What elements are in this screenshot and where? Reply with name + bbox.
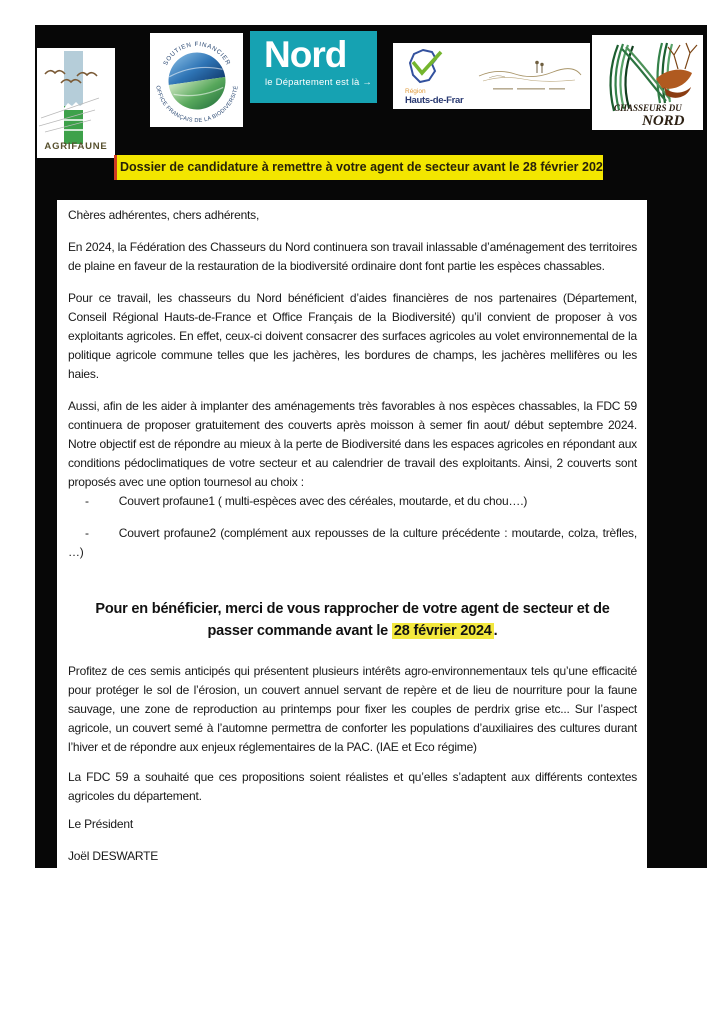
hauts-de-france-map-icon [403, 47, 447, 85]
paragraph-3: Aussi, afin de les aider à implanter des aménagements très favorables à nos espèces chassables, la FDC 59 continuera de proposer gratuitement des couverts après moisson à semer fin aout/ début septembre 2024. Notre objectif est de répondre au mieux à la perte de Biodiversité dans les espaces agricoles en répondant aux conditions pédoclimatiques de votre secteur et au calendrier de travail des exploitants. Ainsi, 2 couverts sont proposés avec une option tournesol au choix : [68, 399, 637, 489]
agrifaune-wordmark: AGRIFAUNE [44, 141, 108, 152]
bullet-text: Couvert profaune1 ( multi-espèces avec des céréales, moutarde, et du chou….) [118, 494, 528, 508]
ofb-arc-top-text: SOUTIEN FINANCIER [162, 40, 232, 67]
paragraph-2: Pour ce travail, les chasseurs du Nord bénéficient d’aides financières de nos partenaires (Département, Conseil Régional Hauts-de-France et Office Français de la Biodiversité) qu’il convient de proposer à vos exploitants agricoles. En effet, ceux-ci doivent consacrer des surfaces agricoles au volet environnemental de la politique agricole commune telles que les jachères, les bordures de champs, les jachères mellifères ou les haies. [68, 291, 637, 381]
chasseurs-du-nord-logo [592, 35, 703, 130]
partners-logo-strip [393, 43, 590, 109]
title-text: Dossier de candidature à remettre à votre agent de secteur avant le 28 février 202 [120, 160, 603, 174]
ofb-seal-art [150, 33, 243, 127]
cta-line2-suffix: . [493, 623, 498, 639]
signoff-role: Le Président [68, 817, 133, 831]
list-item [68, 492, 637, 511]
hdf-name-label: Hauts-de-Frar [405, 94, 464, 106]
cta-line-2 [68, 620, 637, 642]
bullet-dash: - [85, 494, 89, 508]
cta-deadline-highlight: 28 février 2024 [393, 623, 492, 639]
agrifaune-logo [37, 48, 115, 158]
list-item [68, 524, 637, 562]
paragraph-5: La FDC 59 a souhaité que ces propositions soient réalistes et qu’elles s’adaptent aux différents contextes agricoles du département. [68, 770, 637, 803]
cta-heading [68, 598, 637, 642]
nord-tagline: le Département est là → [265, 77, 373, 88]
ofb-arc-bottom-text: OFFICE FRANÇAIS DE LA BIODIVERSITÉ [154, 85, 240, 125]
salutation: Chères adhérentes, chers adhérents, [68, 208, 260, 222]
hdf-region-label: Région [405, 87, 426, 95]
paragraph-1: En 2024, la Fédération des Chasseurs du Nord continuera son travail inlassable d’aménagement des territoires de plaine en faveur de la restauration de la biodiversité ordinaire dont font partie les espèces chassables. [68, 240, 637, 273]
title-bar [114, 155, 603, 180]
signoff-name: Joël DESWARTE [68, 849, 159, 863]
sketch-caption-scribble [493, 88, 565, 90]
letter-body [57, 200, 647, 868]
bullet-dash: - [85, 526, 89, 540]
bullet-text: Couvert profaune2 (complément aux repousses de la culture précédente : moutarde, colza, trèfles, …) [68, 526, 637, 559]
paragraph-4: Profitez de ces semis anticipés qui présentent plusieurs intérêts agro-environnementaux tels qu’une efficacité pour protéger le sol de l’érosion, un couvert annuel servant de repère et de lieu de nourriture pour la faune sauvage, une zone de reproduction au printemps pour fixer les couples de perdrix grise etc... Sur l’aspect agricole, un couvert semé à l’automne permettra de conforter les populations d’auxiliaires des cultures durant l’hiver et de répondre aux enjeux réglementaires de la PAC. (IAE et Eco régime) [68, 664, 637, 754]
cover-options-list [68, 492, 637, 562]
sketch-figures [536, 61, 544, 73]
cta-line2-prefix: passer commande avant le [207, 623, 392, 639]
nord-departement-logo [250, 31, 377, 103]
nord-wordmark: Nord [264, 34, 347, 75]
chasseurs-wordmark-line2: NORD [642, 113, 685, 129]
hauts-de-france-logo [393, 47, 475, 106]
ofb-seal-logo [150, 33, 243, 127]
landscape-sketch-logo [475, 50, 585, 102]
cta-line-1: Pour en bénéficier, merci de vous rapprocher de votre agent de secteur et de [95, 601, 610, 617]
agrifaune-logo-art [37, 48, 115, 158]
chasseurs-du-nord-art [592, 35, 703, 130]
chasseurs-wordmark-line1: CHASSEURS DU [614, 103, 682, 113]
